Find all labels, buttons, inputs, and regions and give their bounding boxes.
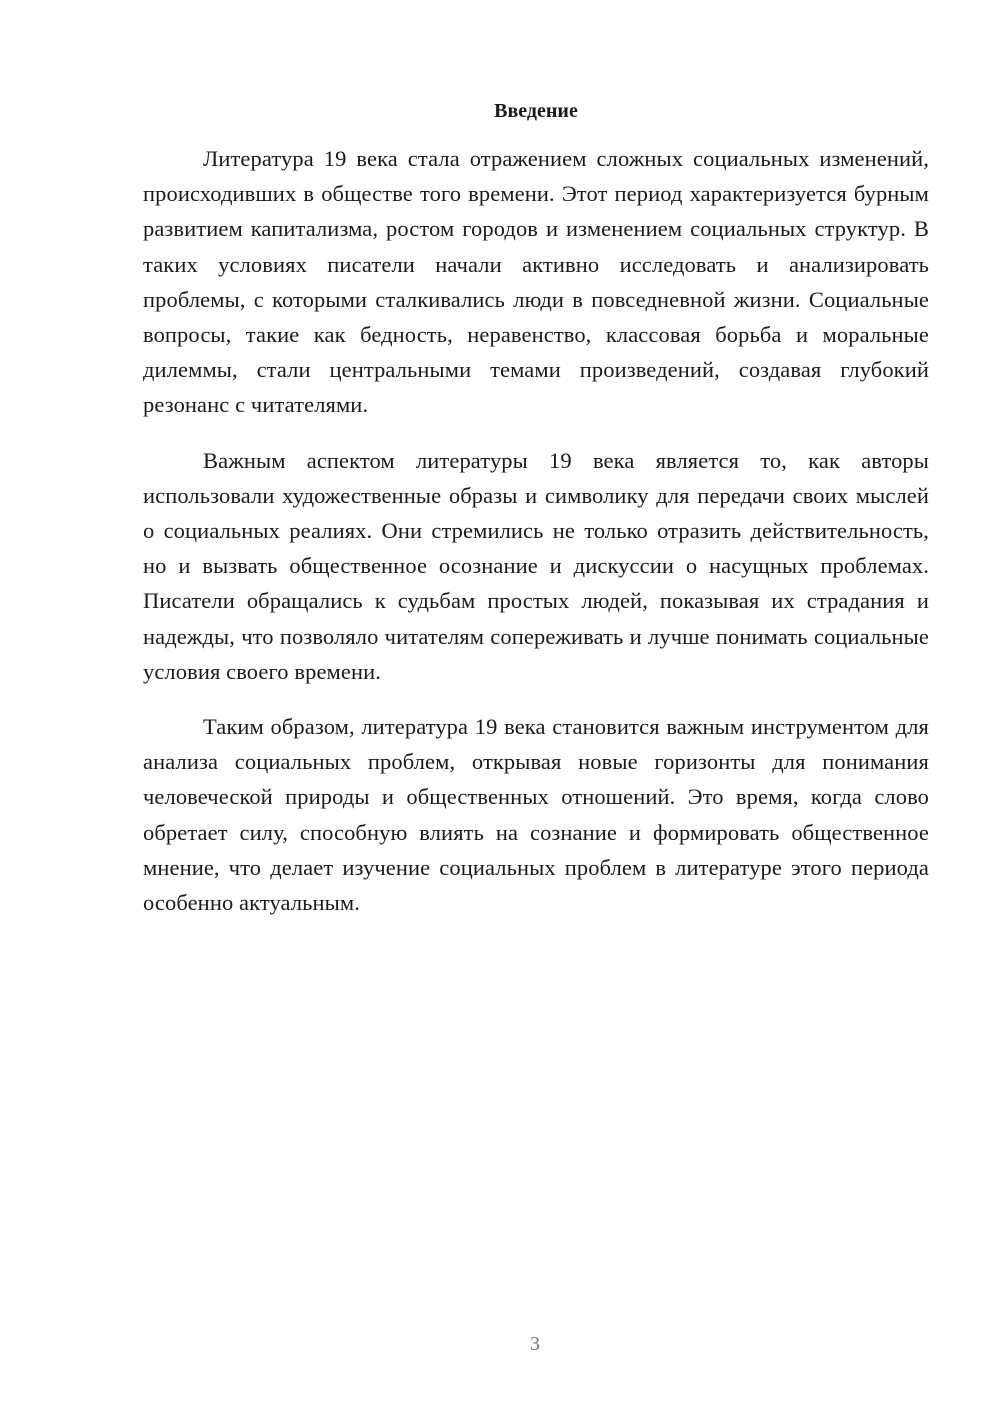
- page-number: 3: [530, 1333, 540, 1355]
- paragraph-2: Важным аспектом литературы 19 века является то, как авторы использовали художественные образы и символику для передачи своих мыслей о социальных реалиях. Они стремились не только отразить действительность, но и вызвать общественное осознание и дискуссии о насущных проблемах. Писатели обращались к судьбам простых людей, показывая их страдания и надежды, что позволяло читателям сопереживать и лучше понимать социальные условия своего времени.: [143, 447, 929, 684]
- section-title: Введение: [494, 100, 578, 122]
- paragraph-1: Литература 19 века стала отражением сложных социальных изменений, происходивших в обществе того времени. Этот период характеризуется бурным развитием капитализма, ростом городов и изменением социальных структур. В таких условиях писатели начали активно исследовать и анализировать проблемы, с которыми сталкивались люди в повседневной жизни. Социальные вопросы, такие как бедность, неравенство, классовая борьба и моральные дилеммы, стали центральными темами произведений, создавая глубокий резонанс с читателями.: [143, 146, 929, 418]
- page-content: [143, 94, 929, 920]
- paragraph-3: Таким образом, литература 19 века становится важным инструментом для анализа социальных проблем, открывая новые горизонты для понимания человеческой природы и общественных отношений. Это время, когда слово обретает силу, способную влиять на сознание и формировать общественное мнение, что делает изучение социальных проблем в литературе этого периода особенно актуальным.: [143, 714, 929, 916]
